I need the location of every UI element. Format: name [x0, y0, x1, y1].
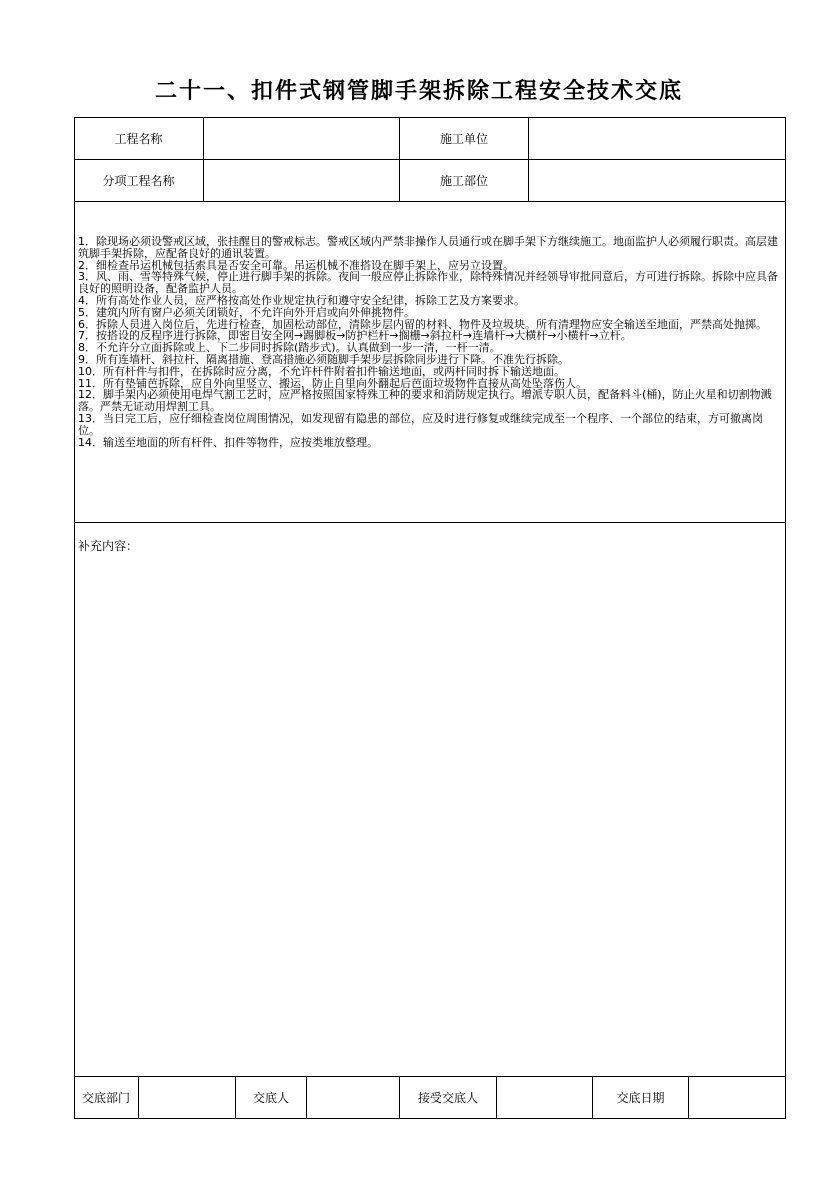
discloser-field[interactable] — [307, 1076, 399, 1119]
row-divider — [74, 522, 786, 523]
supplement-label: 补充内容： — [78, 539, 139, 553]
instruction-item: 9．所有连墙杆、斜拉杆、隔离措施、登高措施必须随脚手架步层拆除同步进行下降。不准先行拆除。 — [78, 352, 569, 366]
supplement-area[interactable] — [75, 556, 785, 1074]
instruction-item: 13．当日完工后，应仔细检查岗位周围情况，如发现留有隐患的部位，应及时进行修复或继续完成至一个程序、一个部位的结束，方可撤离岗位。 — [78, 411, 763, 437]
disclosure-dept-field[interactable] — [139, 1076, 235, 1119]
instruction-item: 14．输送至地面的所有杆件、扣件等物件，应按类堆放整理。 — [78, 435, 378, 449]
construction-unit-label: 施工单位 — [439, 131, 488, 146]
construction-unit-field[interactable] — [529, 117, 786, 159]
construction-part-field[interactable] — [529, 159, 786, 201]
safety-instructions — [78, 236, 780, 448]
instruction-item: 6．拆除人员进入岗位后，先进行检查，加固松动部位，清除步层内留的材料、物件及垃圾块。所有清理物应安全输送至地面，严禁高处抛掷。 — [78, 317, 767, 331]
receiver-field[interactable] — [497, 1076, 592, 1119]
instruction-item: 5．建筑内所有窗户必须关闭锁好，不允许向外开启或向外伸挑物件。 — [78, 305, 415, 319]
disclosure-dept-label: 交底部门 — [81, 1091, 130, 1105]
instruction-item: 12．脚手架内必须使用电焊气割工艺时，应严格按照国家特殊工种的要求和消防规定执行。增派专职人员，配备料斗(桶)，防止火星和切割物溅落。严禁无证动用焊割工具。 — [78, 388, 772, 414]
receiver-label: 接受交底人 — [417, 1091, 478, 1105]
disclosure-date-label: 交底日期 — [616, 1091, 665, 1105]
project-name-label: 工程名称 — [114, 131, 163, 146]
sub-project-field[interactable] — [204, 159, 399, 201]
instruction-item: 8．不允许分立面拆除或上、下二步同时拆除(踏步式)。认真做到一步一清，一杆一清。 — [78, 341, 501, 355]
instruction-item: 1．除现场必须设警戒区域，张挂醒目的警戒标志。警戒区域内严禁非操作人员通行或在脚手架下方继续施工。地面监护人必须履行职责。高层建筑脚手架拆除，应配备良好的通讯装置。 — [78, 235, 778, 260]
construction-part-label: 施工部位 — [439, 173, 488, 188]
instruction-item: 10．所有杆件与扣件，在拆除时应分离，不允许杆件附着扣件输送地面，或两杆同时拆下输送地面。 — [78, 364, 565, 378]
instruction-item: 4．所有高处作业人员，应严格按高处作业规定执行和遵守安全纪律，拆除工艺及方案要求。 — [78, 293, 525, 307]
sub-project-label: 分项工程名称 — [102, 173, 175, 188]
row-divider — [74, 201, 786, 202]
instruction-item: 11．所有垫铺芭拆除，应自外向里竖立、搬运，防止自里向外翻起后芭面垃圾物件直接从高处坠落伤人。 — [78, 376, 587, 390]
project-name-field[interactable] — [204, 117, 399, 159]
disclosure-date-field[interactable] — [689, 1076, 786, 1119]
discloser-label: 交底人 — [252, 1091, 289, 1105]
instruction-item: 3．风、雨、雪等特殊气候，停止进行脚手架的拆除。夜间一般应停止拆除作业，除特殊情况并经领导审批同意后，方可进行拆除。拆除中应具备良好的照明设备，配备监护人员。 — [78, 270, 778, 296]
instruction-item: 2．细检查吊运机械包括索具是否安全可靠。吊运机械不准搭设在脚手架上，应另立设置。 — [78, 258, 514, 272]
page-title: 二十一、扣件式钢管脚手架拆除工程安全技术交底 — [154, 79, 683, 104]
instruction-item: 7．按搭设的反程序进行拆除，即密目安全网→踢脚板→防护栏杆→搁栅→斜拉杆→连墙杆→大横杆→小横杆→立杆。 — [78, 329, 632, 343]
